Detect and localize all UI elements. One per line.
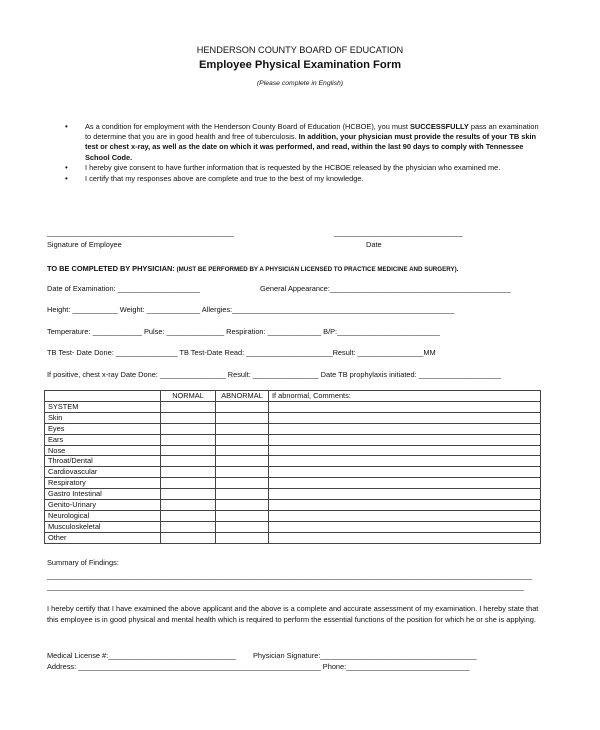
physician-signature-field[interactable]: Physician Signature:______________________________________ — [253, 651, 477, 660]
physician-section-heading: TO BE COMPLETED BY PHYSICIAN: (MUST BE PERFORMED BY A PHYSICIAN LICENSED TO PRACTICE MEDICINE AND SURGERY). — [47, 264, 459, 273]
summary-findings-line-1[interactable]: ______________________________________________________________________________________________________________________ — [47, 571, 533, 580]
vitals-fields[interactable]: Temperature: ____________ Pulse: ______________ Respiration: _____________ B/P:_________________________ — [47, 327, 440, 336]
consent-statements — [65, 122, 545, 185]
tb-test-fields[interactable]: TB Test- Date Done: _______________ TB Test-Date Read: _____________________Result: ________________MM — [47, 348, 436, 357]
table-row: Ears — [45, 434, 541, 445]
table-row: Nose — [45, 445, 541, 456]
employee-signature-field[interactable]: ________________________________________________ — [47, 230, 234, 237]
chest-xray-fields[interactable]: If positive, chest x-ray Date Done: ________________ Result: ________________ Date TB prophylaxis initiated: ____________________ — [47, 370, 501, 379]
table-header-normal: NORMAL — [161, 391, 216, 402]
statement-certify: • I certify that my responses above are complete and true to the best of my knowledge. — [65, 174, 545, 184]
table-row: Neurological — [45, 510, 541, 521]
table-row: Musculoskeletal — [45, 521, 541, 532]
table-header-comments: If abnormal, Comments: — [269, 391, 541, 402]
height-weight-allergies-fields[interactable]: Height: ___________ Weight: _____________ Allergies:______________________________________________________ — [47, 305, 455, 314]
physician-certification-text: I hereby certify that I have examined the above applicant and the above is a complete and accurate assessment of my examination. I hereby state that this employee is in good physical and mental health which is required to perform the essential functions of the position for which he or she is applying. — [47, 604, 539, 624]
table-row: Throat/Dental — [45, 456, 541, 467]
employee-signature-label: Signature of Employee — [47, 240, 122, 249]
form-subtitle: (Please complete in English) — [256, 80, 344, 87]
table-row: Respiratory — [45, 478, 541, 489]
table-row: SYSTEM — [45, 401, 541, 412]
form-title: Employee Physical Examination Form — [198, 59, 402, 71]
table-header-cell — [45, 391, 161, 402]
statement-employment-condition: • As a condition for employment with the Henderson County Board of Education (HCBOE), you must SUCCESSFULLY pass an examination to determine that you are in good health and free of tuberculosis. In addition, your physician must provide the results of your TB skin test or chest x-ray, as well as the date on which it was performed, and read, within the last 90 days to comply with Tennessee School Code. — [65, 122, 545, 163]
table-header-abnormal: ABNORMAL — [216, 391, 269, 402]
table-row: Other — [45, 532, 541, 543]
exam-systems-table — [44, 390, 541, 544]
table-row: Genito-Urinary — [45, 500, 541, 511]
summary-findings-line-2[interactable]: ____________________________________________________________________________________________________________________ — [47, 582, 524, 591]
general-appearance-field[interactable]: General Appearance:____________________________________________ — [260, 284, 511, 293]
table-row: Gastro Intestinal — [45, 489, 541, 500]
employee-date-label: Date — [366, 240, 382, 249]
summary-findings-label: Summary of Findings: — [47, 558, 119, 567]
address-phone-field[interactable]: Address: ___________________________________________________________ Phone:______________________________ — [47, 662, 470, 671]
table-header-row — [45, 391, 541, 402]
organization-name: HENDERSON COUNTY BOARD OF EDUCATION — [196, 45, 404, 55]
medical-license-field[interactable]: Medical License #:_______________________________ — [47, 651, 236, 660]
table-row: Eyes — [45, 423, 541, 434]
table-row: Cardiovascular — [45, 467, 541, 478]
employee-date-field[interactable]: _________________________________ — [334, 230, 463, 237]
date-of-examination-field[interactable]: Date of Examination: ____________________ — [47, 284, 200, 293]
statement-consent: • I hereby give consent to have further information that is requested by the HCBOE released by the physician who examined me. — [65, 163, 545, 173]
table-row: Skin — [45, 412, 541, 423]
